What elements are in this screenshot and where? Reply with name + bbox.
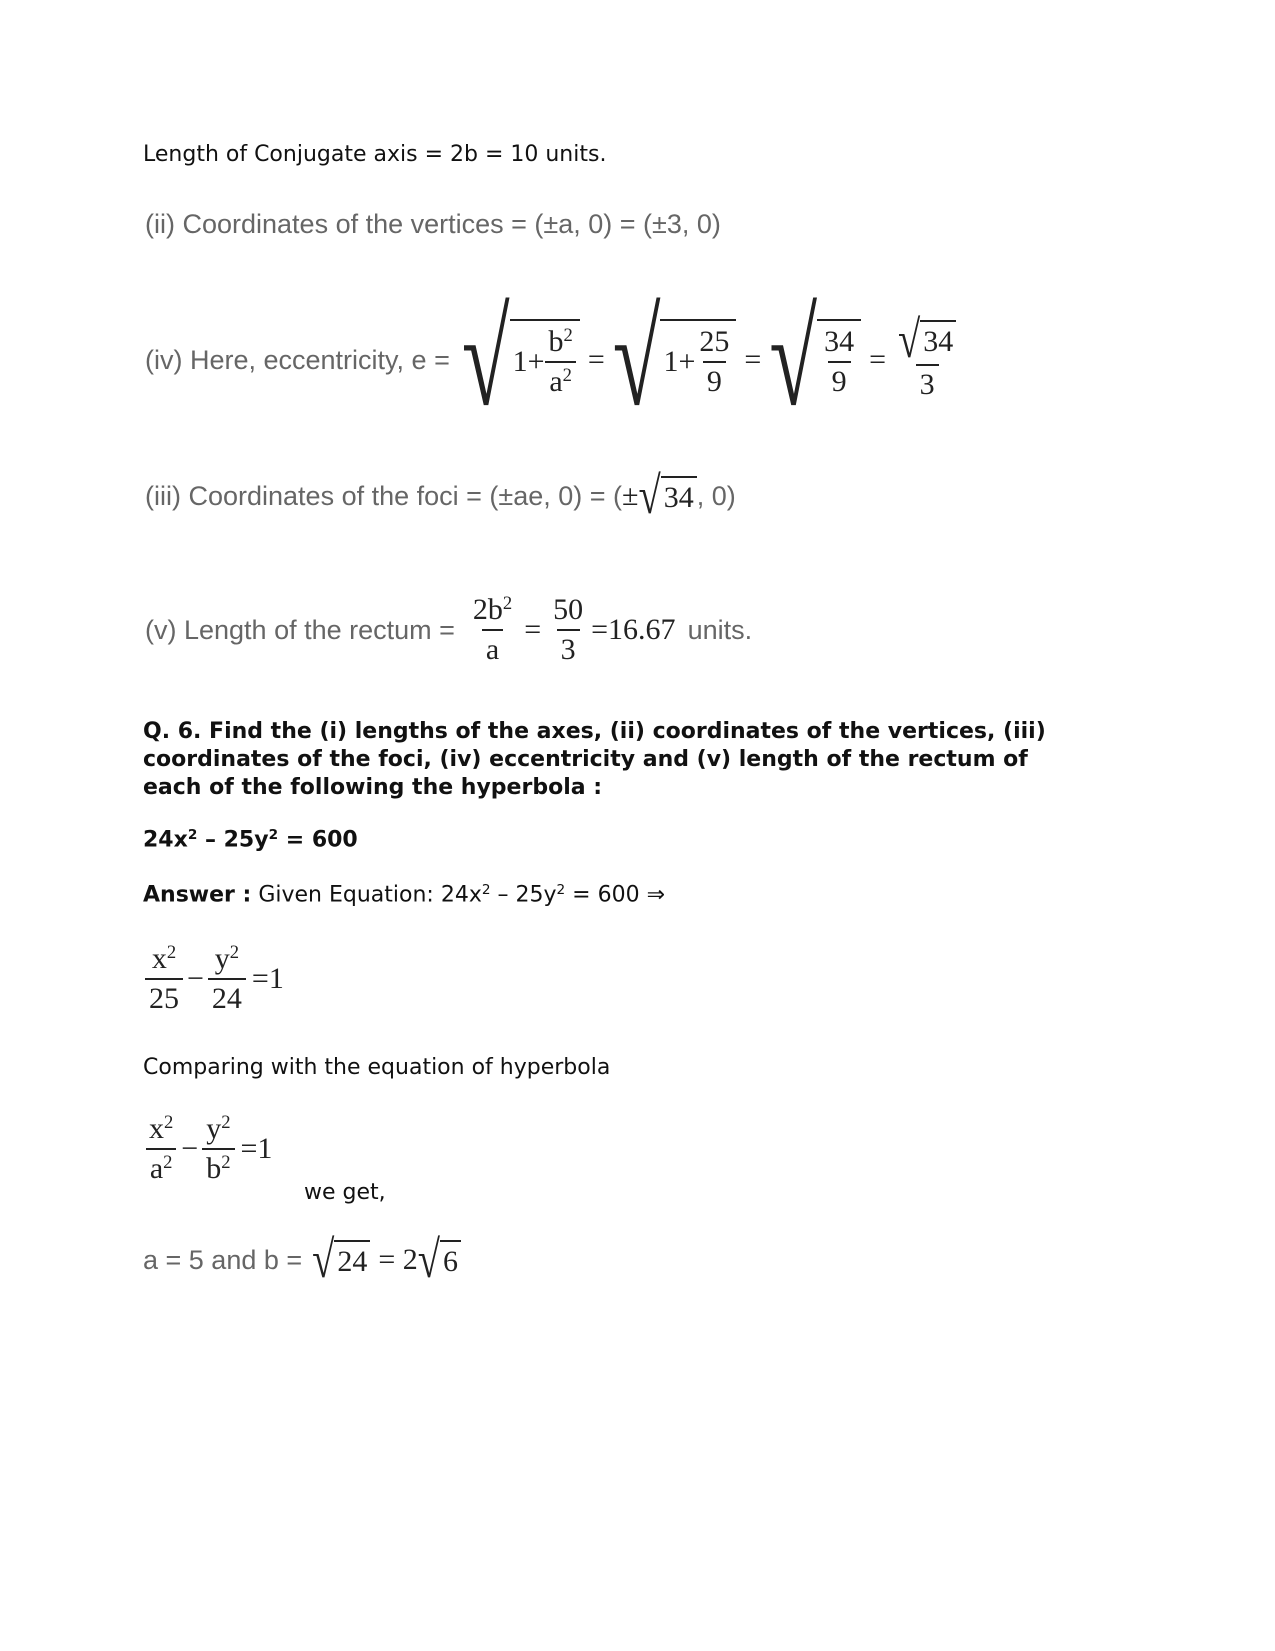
vertices-line: (ii) Coordinates of the vertices = (±a, 0) = (±3, 0) [145, 209, 721, 239]
question-text: Q. 6. Find the (i) lengths of the axes, (ii) coordinates of the vertices, (iii) coordinates of the foci, (iv) eccentricity and (v) length of the rectum of each of the following the hyperbola : [143, 719, 1046, 800]
radical-term-3: √ $\frac{34}{9}$ [769, 319, 861, 402]
eccentricity-line [145, 282, 960, 434]
radical-term-2: √ 1+ $\frac{25}{9}$ [613, 319, 737, 402]
rectum-line: (v) Length of the rectum = $\frac{2b^2}{a}$ = $\frac{50}{3}$ =16.67 units. [145, 592, 753, 667]
fraction-term-4: √ 34 3 [894, 320, 960, 401]
answer-label: Answer : [143, 882, 252, 908]
equation-standard-form: $\frac{x^2}{25}$ − $\frac{y^2}{24}$ =1 [145, 944, 284, 1014]
question-equation: $24x^2 - 25y^2 = 600$ [143, 827, 358, 853]
comparing-line: Comparing with the equation of hyperbola [143, 1055, 611, 1080]
foci-line: (iii) Coordinates of the foci = (±ae, 0) = ( ± √ 34 , 0) [145, 466, 736, 525]
we-get-text: we get, [304, 1180, 386, 1205]
conjugate-axis-line: Length of Conjugate axis = 2b = 10 units. [143, 142, 607, 167]
a-b-values-line: a = 5 and b = √ 24 = 2 √ 6 [143, 1240, 461, 1281]
eccentricity-label: (iv) Here, eccentricity, e = [145, 344, 450, 375]
answer-line: Answer : Given Equation: $24x^2 - 25y^2 = 600$ ⇒ [143, 882, 666, 908]
radical-term-1: √ 1+ $\frac{b^2}{a^2}$ [462, 319, 580, 402]
equation-general-form: $\frac{x^2}{a^2}$ − $\frac{y^2}{b^2}$ =1 [145, 1114, 272, 1184]
eccentricity-formula: √ 1+ $\frac{b^2}{a^2}$ = √ 1+ $\frac{25}{9}$ = √ $\frac{34}{9}$ = √ 34 3 [462, 319, 960, 402]
